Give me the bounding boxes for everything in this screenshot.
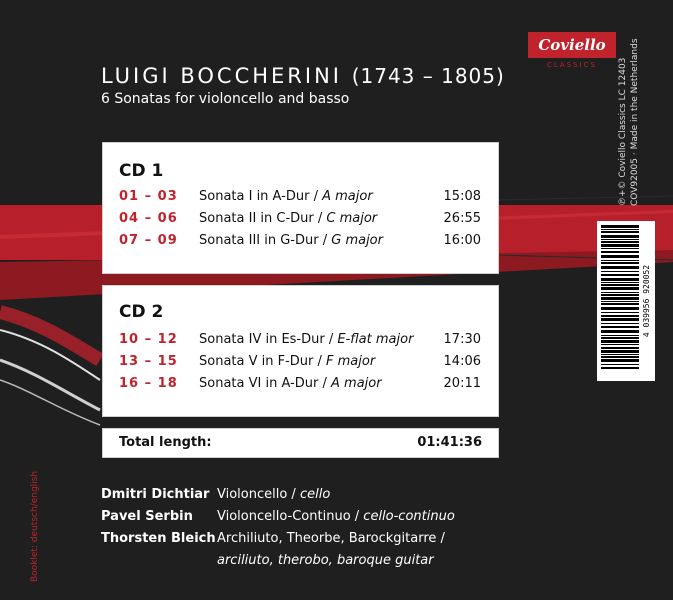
barcode-bar	[601, 284, 639, 286]
track-row	[119, 211, 481, 231]
track-numbers: 01 – 03	[119, 189, 178, 204]
track-row	[119, 376, 481, 396]
barcode-bar	[601, 229, 639, 230]
barcode-bar	[601, 292, 639, 293]
track-duration: 26:55	[443, 211, 481, 226]
performer-role-english: arciliuto, therobo, baroque guitar	[217, 553, 434, 568]
catalog-info: COV92005 · Made in the Netherlands	[630, 38, 640, 206]
coviello-logo	[528, 30, 618, 70]
barcode-bar	[601, 235, 639, 238]
barcode-bar	[601, 359, 639, 362]
track-row	[119, 233, 481, 253]
barcode-bar	[601, 326, 639, 328]
track-work: Sonata IV in Es-Dur / E-flat major	[199, 332, 414, 347]
performer-role: Archiliuto, Theorbe, Barockgitarre /	[217, 531, 445, 546]
composer-name: LUIGI BOCCHERINI	[101, 64, 342, 88]
track-row	[119, 332, 481, 352]
barcode-bar	[601, 350, 639, 353]
track-duration: 20:11	[443, 376, 481, 391]
track-duration: 15:08	[443, 189, 481, 204]
performer-name: Pavel Serbin	[101, 509, 193, 524]
track-numbers: 16 – 18	[119, 376, 178, 391]
barcode-bar	[601, 356, 639, 358]
barcode-bar	[601, 241, 639, 243]
total-length-label: Total length:	[119, 435, 212, 450]
barcode-bar	[601, 251, 639, 253]
barcode-bar	[601, 260, 639, 261]
track-work: Sonata V in F-Dur / F major	[199, 354, 376, 369]
track-row	[119, 189, 481, 209]
cd2-title: CD 2	[119, 302, 164, 322]
booklet-language: Booklet: deutsch/english	[30, 470, 40, 582]
track-work: Sonata I in A-Dur / A major	[199, 189, 373, 204]
performer-name: Dmitri Dichtiar	[101, 487, 210, 502]
track-duration: 17:30	[443, 332, 481, 347]
barcode-bar	[601, 278, 639, 281]
track-duration: 16:00	[443, 233, 481, 248]
track-numbers: 13 – 15	[119, 354, 178, 369]
performer-role: Violoncello-Continuo / cello-continuo	[217, 509, 455, 524]
label-info: ℗+© Coviello Classics LC 12403	[618, 57, 628, 206]
track-work: Sonata III in G-Dur / G major	[199, 233, 383, 248]
barcode-bar	[601, 248, 639, 249]
barcode-bar	[601, 364, 639, 365]
track-work: Sonata VI in A-Dur / A major	[199, 376, 382, 391]
barcode-bar	[601, 354, 639, 355]
barcode-bar	[601, 318, 639, 321]
barcode-bar	[601, 262, 639, 264]
barcode-bar	[601, 312, 639, 313]
barcode-bar	[601, 282, 639, 283]
credit-row	[101, 487, 481, 507]
svg-text:CLASSICS: CLASSICS	[546, 61, 598, 69]
barcode-bar	[601, 323, 639, 324]
track-duration: 14:06	[443, 354, 481, 369]
track-row	[119, 354, 481, 374]
performer-role: Violoncello / cello	[217, 487, 331, 502]
barcode-bar	[601, 344, 639, 345]
svg-text:Coviello: Coviello	[538, 36, 606, 54]
barcode-bar	[601, 347, 639, 349]
barcode-bar	[601, 244, 639, 247]
barcode-bar	[601, 239, 639, 240]
barcode-bar	[601, 231, 639, 233]
barcode-bar	[601, 266, 639, 269]
barcode-bar	[601, 337, 639, 339]
track-numbers: 04 – 06	[119, 211, 178, 226]
barcode-bar	[601, 303, 639, 305]
credit-row	[101, 509, 481, 529]
track-work: Sonata II in C-Dur / C major	[199, 211, 378, 226]
barcode	[597, 221, 655, 381]
composer-title	[101, 64, 505, 88]
barcode-bar	[601, 367, 639, 369]
barcode-bar	[601, 315, 639, 317]
cd1-tracklist	[102, 142, 499, 274]
total-length-value: 01:41:36	[417, 435, 482, 450]
barcode-bar	[601, 301, 639, 302]
barcode-bar	[601, 330, 639, 333]
performer-name: Thorsten Bleich	[101, 531, 216, 546]
barcode-bar	[601, 294, 639, 296]
track-numbers: 10 – 12	[119, 332, 178, 347]
barcode-bar	[601, 307, 639, 310]
cd2-tracklist	[102, 285, 499, 417]
credit-row	[101, 531, 481, 573]
barcode-bar	[601, 340, 639, 343]
total-length-box	[102, 428, 499, 458]
barcode-bar	[601, 255, 639, 258]
barcode-bar	[601, 225, 639, 228]
barcode-bar	[601, 271, 639, 272]
barcode-bar	[601, 287, 639, 290]
composer-years: (1743 – 1805)	[351, 64, 505, 88]
barcode-digits: 4 039956 920052	[642, 264, 651, 338]
barcode-bar	[601, 297, 639, 300]
cd1-title: CD 1	[119, 161, 164, 181]
barcode-bar	[601, 274, 639, 276]
barcode-bar	[601, 335, 639, 336]
album-subtitle: 6 Sonatas for violoncello and basso	[101, 91, 350, 107]
track-numbers: 07 – 09	[119, 233, 178, 248]
